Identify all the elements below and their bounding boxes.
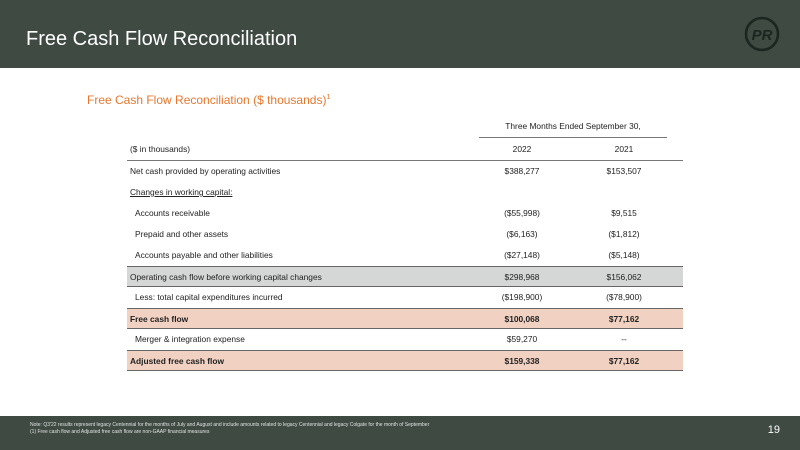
row-label: Merger & integration expense <box>135 334 245 344</box>
period-header-rule <box>479 137 667 138</box>
footnote <box>30 422 429 436</box>
page-title: Free Cash Flow Reconciliation <box>26 28 298 50</box>
row-label: Accounts payable and other liabilities <box>135 250 273 260</box>
row-value-2021: ($78,900) <box>606 292 642 302</box>
row-value-2022: $298,968 <box>504 272 540 282</box>
row-value-2021: ($5,148) <box>608 250 640 260</box>
table-title-text: Free Cash Flow Reconciliation ($ thousands) <box>87 93 327 107</box>
page-number: 19 <box>767 424 780 436</box>
row-value-2022: $100,068 <box>504 314 540 324</box>
row-value-2021: $153,507 <box>606 166 642 176</box>
table-row <box>127 161 683 182</box>
slide-header <box>0 0 800 68</box>
unit-label: ($ in thousands) <box>130 144 191 154</box>
table-title <box>87 93 330 107</box>
row-value-2021: $77,162 <box>608 314 640 324</box>
row-value-2021: $77,162 <box>608 356 640 366</box>
table-title-footnote: 1 <box>326 94 331 101</box>
table-row <box>127 245 683 266</box>
pr-logo-icon <box>744 16 780 52</box>
row-label: Free cash flow <box>130 314 189 324</box>
row-value-2022: ($27,148) <box>504 250 540 260</box>
row-value-2021: $9,515 <box>611 208 637 218</box>
table-row-total <box>127 308 683 329</box>
row-label: Less: total capital expenditures incurred <box>135 292 283 302</box>
row-value-2022: $59,270 <box>506 334 538 344</box>
row-value-2022: ($6,163) <box>506 229 538 239</box>
table-row <box>127 182 683 203</box>
column-header-row <box>127 139 683 160</box>
svg-text:PR: PR <box>751 27 773 44</box>
year-2022-header: 2022 <box>512 144 532 154</box>
row-value-2022: $159,338 <box>504 356 540 366</box>
row-value-2021: -- <box>621 334 627 344</box>
row-value-2021: ($1,812) <box>608 229 640 239</box>
period-header: Three Months Ended September 30, <box>505 121 641 131</box>
row-label: Net cash provided by operating activities <box>130 166 281 176</box>
slide-footer <box>0 416 800 450</box>
footnote-line: (1) Free cash flow and Adjusted free cash flow are non-GAAP financial measures <box>30 429 210 435</box>
row-value-2022: ($198,900) <box>501 292 543 302</box>
table-row <box>127 329 683 350</box>
table-row <box>127 224 683 245</box>
row-label: Accounts receivable <box>135 208 210 218</box>
row-label: Changes in working capital: <box>130 187 233 197</box>
row-value-2022: ($55,998) <box>504 208 540 218</box>
row-label: Adjusted free cash flow <box>130 356 225 366</box>
row-label: Operating cash flow before working capital changes <box>130 272 322 282</box>
row-value-2022: $388,277 <box>504 166 540 176</box>
table-row-total <box>127 350 683 371</box>
slide-content <box>0 68 800 416</box>
year-2021-header: 2021 <box>614 144 634 154</box>
table-row <box>127 203 683 224</box>
table-row <box>127 287 683 308</box>
row-value-2021: $156,062 <box>606 272 642 282</box>
row-label: Prepaid and other assets <box>135 229 229 239</box>
table-row-highlight <box>127 266 683 287</box>
period-header-row <box>127 116 683 137</box>
footnote-line: Note: Q3'22 results represent legacy Centennial for the months of July and August and include amounts related to legacy Centennial and legacy Colgate for the month of September <box>30 422 430 428</box>
